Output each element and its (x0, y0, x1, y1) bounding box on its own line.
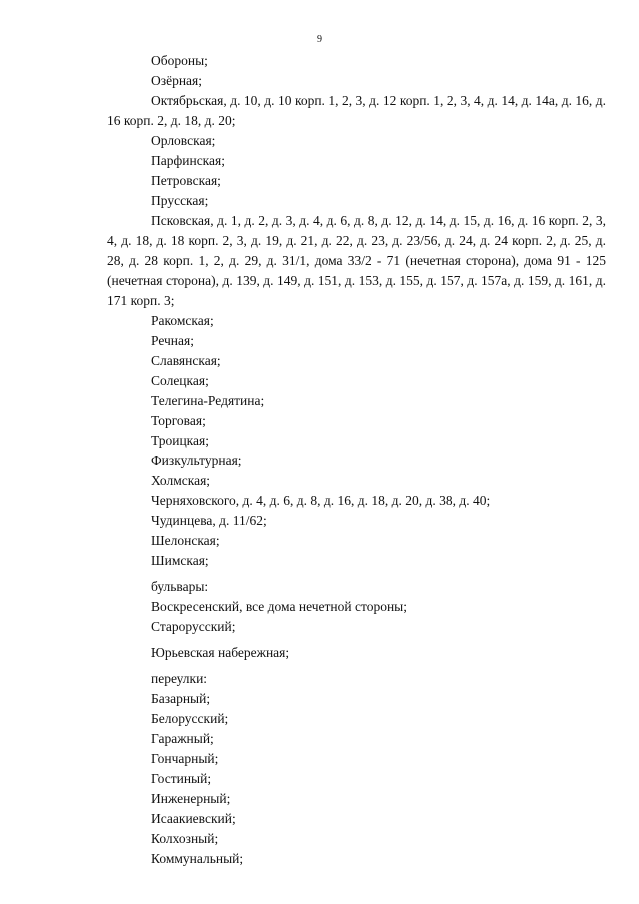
street-item: Славянская; (151, 353, 221, 368)
boulevard-item: Старорусский; (151, 619, 236, 634)
street-item: Озёрная; (151, 73, 203, 88)
boulevard-item: Воскресенский, все дома нечетной стороны; (151, 599, 407, 614)
street-item: Ракомская; (151, 313, 214, 328)
street-item: Обороны; (151, 53, 208, 68)
street-item: Телегина-Редятина; (151, 393, 265, 408)
street-item: Черняховского, д. 4, д. 6, д. 8, д. 16, д. 18, д. 20, д. 38, д. 40; (151, 493, 491, 508)
lane-item: Гончарный; (151, 751, 219, 766)
lane-item: Гаражный; (151, 731, 214, 746)
street-item: Троицкая; (151, 433, 209, 448)
page-number: 9 (317, 34, 322, 45)
lane-item: Белорусский; (151, 711, 229, 726)
lane-item: Коммунальный; (151, 851, 244, 866)
boulevards-heading: бульвары: (151, 579, 209, 594)
document-body (107, 51, 606, 869)
lane-item: Исаакиевский; (151, 811, 236, 826)
lanes-heading: переулки: (151, 671, 208, 686)
street-item: Петровская; (151, 173, 221, 188)
lane-item: Инженерный; (151, 791, 231, 806)
lane-item: Базарный; (151, 691, 211, 706)
street-item: Парфинская; (151, 153, 225, 168)
embankment-item: Юрьевская набережная; (151, 645, 290, 660)
street-item: Холмская; (151, 473, 211, 488)
street-item-oktyabrskaya: Октябрьская, д. 10, д. 10 корп. 1, 2, 3, д. 12 корп. 1, 2, 3, 4, д. 14, д. 14а, д. 16, д. 16 корп. 2, д. 18, д. 20; (107, 93, 606, 128)
lane-item: Гостиный; (151, 771, 212, 786)
street-item-pskovskaya: Псковская, д. 1, д. 2, д. 3, д. 4, д. 6, д. 8, д. 12, д. 14, д. 15, д. 16, д. 16 корп. 2, 3, 4, д. 18, д. 18 корп. 2, 3, д. 19, д. 21, д. 22, д. 23, д. 23/56, д. 24, д. 24 корп. 2, д. 25, д. 28, д. 28 корп. 1, 2, д. 29, д. 31/1, дома 33/2 - 71 (нечетная сторона), дома 91 - 125 (нечетная сторона), д. 139, д. 149, д. 151, д. 153, д. 155, д. 157, д. 157а, д. 159, д. 161, д. 171 корп. 3; (107, 213, 606, 308)
street-item: Речная; (151, 333, 194, 348)
street-item: Прусская; (151, 193, 209, 208)
street-item: Солецкая; (151, 373, 209, 388)
street-item: Физкультурная; (151, 453, 242, 468)
street-item: Орловская; (151, 133, 216, 148)
street-item: Чудинцева, д. 11/62; (151, 513, 267, 528)
lane-item: Колхозный; (151, 831, 219, 846)
street-item: Шелонская; (151, 533, 220, 548)
street-item: Шимская; (151, 553, 209, 568)
street-item: Торговая; (151, 413, 206, 428)
